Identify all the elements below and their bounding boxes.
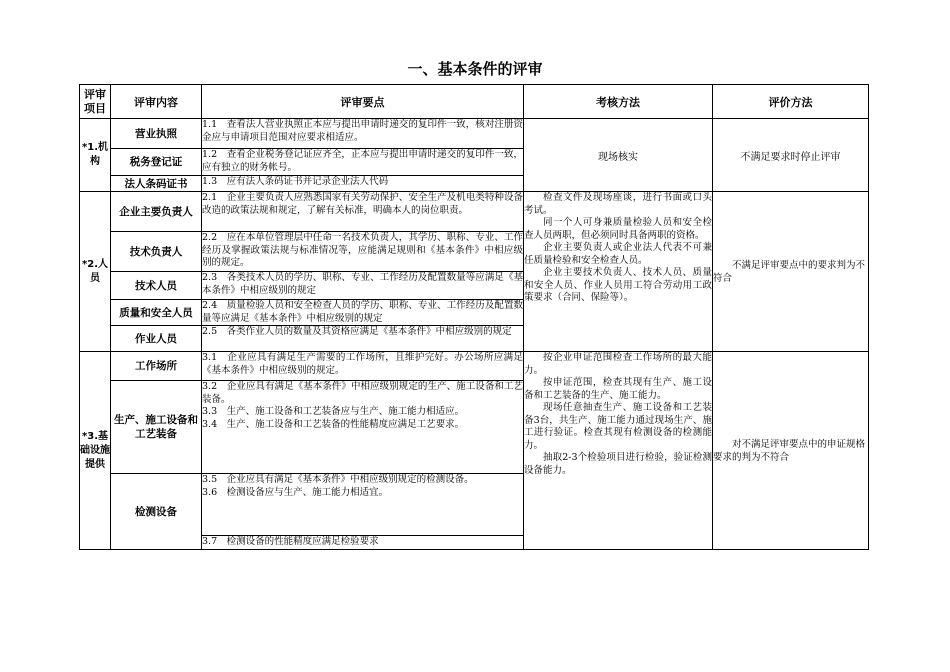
project-cell-1: *1.机构 xyxy=(80,119,111,192)
method-paragraph: 按申证范围，检查其现有生产、施工设备和工艺装备的生产、施工能力。 xyxy=(524,377,712,401)
method-cell-3 xyxy=(524,352,713,550)
point-text: 3.6 检测设备应与生产、施工能力相适宜。 xyxy=(202,486,389,498)
point-cell: 1.1 查看法人营业执照正本应与提出申请时递交的复印件一致，核对注册资金应与申请项目范围对应要求相适应。 xyxy=(202,119,524,149)
point-cell: 2.3 各类技术人员的学历、职称、专业、工作经历及配置数量等应满足《基本条件》中相应级别的规定 xyxy=(202,272,524,300)
point-text: 3.2 企业应具有满足《基本条件》中相应级别规定的生产、施工设备和工艺装备。 xyxy=(202,381,523,405)
review-table xyxy=(79,84,869,550)
point-cell: 3.1 企业应具有满足生产需要的工作场所，且维护完好。办公场所应满足《基本条件》中相应级别的规定。 xyxy=(202,352,524,381)
content-cell: 税务登记证 xyxy=(111,149,202,176)
point-cell: 2.5 各类作业人员的数量及其资格应满足《基本条件》中相应级别的规定 xyxy=(202,326,524,352)
point-cell xyxy=(202,381,524,474)
content-cell: 工作场所 xyxy=(111,352,202,381)
content-cell: 营业执照 xyxy=(111,119,202,149)
evaluation-cell-2: 不满足评审要点中的要求判为不符合 xyxy=(713,192,869,352)
point-cell: 1.2 查看企业税务登记证应齐全，正本应与提出申请时递交的复印件一致，应有独立的财务帐号。 xyxy=(202,149,524,176)
point-text: 3.4 生产、施工设备和工艺装备的性能精度应满足工艺要求。 xyxy=(202,418,465,430)
method-paragraph: 现场任意抽查生产、施工设备和工艺装备3台，共生产、施工能力通过现场生产、施工进行验证。检查其现有检测设备的检测能力。 xyxy=(524,402,712,451)
method-paragraph: 同一个人可身兼质量检验人员和安全检查人员两职，但必须同时具备两职的资格。 xyxy=(524,217,712,241)
table-row xyxy=(80,352,869,381)
content-cell: 法人条码证书 xyxy=(111,176,202,192)
point-cell: 1.3 应有法人条码证书并记录企业法人代码 xyxy=(202,176,524,192)
point-cell xyxy=(202,474,524,536)
method-paragraph: 按企业申证范围检查工作场所的最大能力。 xyxy=(524,352,712,376)
project-cell-3: *3.基础设施提供 xyxy=(80,352,111,550)
point-text: 3.5 企业应具有满足《基本条件》中相应级别规定的检测设备。 xyxy=(202,474,474,485)
header-item: 评审项目 xyxy=(80,85,111,119)
evaluation-cell-1: 不满足要求时停止评审 xyxy=(713,119,869,192)
content-cell: 质量和安全人员 xyxy=(111,300,202,326)
method-cell-2 xyxy=(524,192,713,352)
method-paragraph: 企业主要负责人或企业法人代表不可兼任质量检验和安全检查人员。 xyxy=(524,242,712,266)
content-cell: 技术负责人 xyxy=(111,232,202,272)
method-paragraph: 企业主要技术负责人、技术人员、质量和安全人员、作业人员用工符合劳动用工政策要求（合同、保险等）。 xyxy=(524,267,712,303)
page-title: 一、基本条件的评审 xyxy=(407,60,543,78)
content-cell: 作业人员 xyxy=(111,326,202,352)
point-cell: 2.2 应在本单位管理层中任命一名技术负责人，其学历、职称、专业、工作经历及掌握政策法规与标准情况等，应能满足规则和《基本条件》中相应级别的规定。 xyxy=(202,232,524,272)
content-cell: 技术人员 xyxy=(111,272,202,300)
point-cell: 2.1 企业主要负责人应熟悉国家有关劳动保护、安全生产及机电类特种设备改造的政策法规和规定，了解有关标准，明确本人的岗位职责。 xyxy=(202,192,524,232)
content-cell: 检测设备 xyxy=(111,474,202,550)
header-content: 评审内容 xyxy=(111,85,202,119)
header-evaluation: 评价方法 xyxy=(713,85,869,119)
point-cell: 3.7 检测设备的性能精度应满足检验要求 xyxy=(202,536,524,550)
point-text: 3.3 生产、施工设备和工艺装备应与生产、施工能力相适应。 xyxy=(202,406,465,417)
table-header-row xyxy=(80,85,869,119)
method-paragraph: 检查文件及现场座谈，进行书面或口头考试。 xyxy=(524,192,712,216)
method-cell-1: 现场核实 xyxy=(524,119,713,192)
content-cell: 企业主要负责人 xyxy=(111,192,202,232)
table-row xyxy=(80,192,869,232)
project-cell-2: *2.人员 xyxy=(80,192,111,352)
header-points: 评审要点 xyxy=(202,85,524,119)
table-row xyxy=(80,119,869,149)
point-cell: 2.4 质量检验人员和安全检查人员的学历、职称、专业、工作经历及配置数量等应满足《基本条件》中相应级别的规定 xyxy=(202,300,523,324)
header-method: 考核方法 xyxy=(524,85,713,119)
content-cell: 生产、施工设备和工艺装备 xyxy=(111,381,202,474)
method-paragraph: 抽取2-3个检验项目进行检验，验证检测设备能力。 xyxy=(524,452,712,476)
evaluation-cell-3: 对不满足评审要点中的申证规格要求的判为不符合 xyxy=(713,352,869,550)
